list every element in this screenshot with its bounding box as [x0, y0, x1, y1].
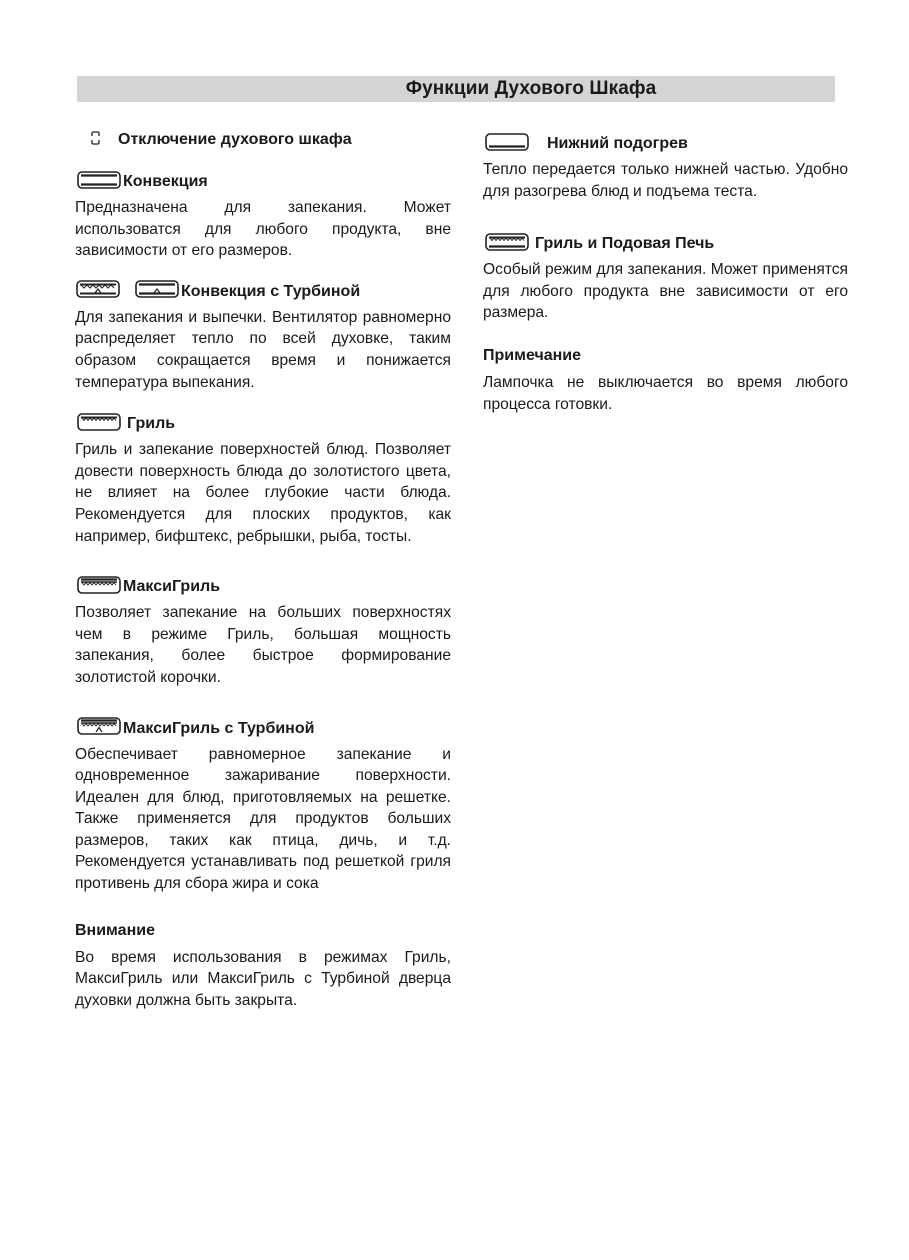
- section-grill-bottom-text: Особый режим для запекания. Может применятся для любого продукта вне зависимости от его размера.: [483, 261, 848, 322]
- left-column: [75, 128, 451, 1011]
- section-maxigrill: [75, 575, 451, 688]
- section-convection-turbo-title: Конвекция с Турбиной: [181, 282, 361, 300]
- section-convection-turbo-text: Для запекания и выпечки. Вентилятор равномерно распределяет тепло по всей духовке, таким образом сокращается время и понижается температура выпекания.: [75, 308, 451, 391]
- section-maxigrill-title: МаксиГриль: [123, 578, 221, 596]
- maxigrill-icon: [75, 575, 123, 600]
- section-maxigrill-turbo-title: МаксиГриль с Турбиной: [123, 719, 315, 737]
- section-off: [75, 128, 451, 152]
- section-maxigrill-turbo-text: Обеспечивает равномерное запекание и одновременное зажаривание поверхности. Идеален для блюд, приготовляемых на решетке. Также применяется для продуктов больших размеров, таких как птица, дичь, и т.д. Рекомендуется устанавливать под решеткой гриля противень для сбора жира и сока: [75, 745, 451, 893]
- section-grill-title: Гриль: [127, 415, 176, 433]
- page-title: Функции Духового Шкафа: [405, 78, 657, 99]
- section-convection-text: Предназначена для запекания. Может использоватся для любого продукта, вне зависимости от его размеров.: [75, 199, 451, 260]
- section-attention: [75, 919, 451, 1012]
- section-grill-heading: [75, 412, 451, 436]
- section-convection-title: Конвекция: [123, 173, 208, 190]
- section-convection-turbo-heading: [75, 280, 451, 304]
- section-bottom-heat-text: Тепло передается только нижней частью. Удобно для разогрева блюд и подъема теста.: [483, 161, 848, 200]
- fan-icon: [75, 279, 121, 304]
- section-convection-turbo: [75, 280, 451, 393]
- convection-icon: [75, 170, 123, 195]
- right-column: [483, 128, 848, 415]
- grill-icon: [75, 412, 123, 437]
- section-off-label: Отключение духового шкафа: [118, 131, 352, 148]
- section-grill-text: Гриль и запекание поверхностей блюд. Позволяет довести поверхность блюда до золотистого цвета, не влияет на более глубокие части блюда. Рекомендуется для плоских продуктов, как например, бифштекс, ребрышки, рыба, тосты.: [75, 441, 451, 545]
- section-grill: [75, 412, 451, 547]
- section-bottom-heat: [483, 132, 848, 202]
- section-attention-title: Внимание: [75, 921, 155, 939]
- section-grill-bottom-title: Гриль и Подовая Печь: [535, 235, 715, 253]
- section-attention-text: Во время использования в режимах Гриль, МаксиГриль или МаксиГриль с Турбиной дверца духовки должна быть закрыта.: [75, 948, 451, 1009]
- section-bottom-heat-heading: [483, 132, 848, 156]
- oven-off-icon: [91, 131, 100, 150]
- section-off-heading: [75, 128, 451, 152]
- bottom-heat-icon: [483, 132, 531, 157]
- section-bottom-heat-title: Нижний подогрев: [547, 135, 688, 152]
- maxigrill-fan-icon: [75, 716, 123, 741]
- section-maxigrill-text: Позволяет запекание на больших поверхностях чем в режиме Гриль, большая мощность запекания, более быстрое формирование золотистой корочки.: [75, 604, 451, 686]
- grill-bottom-icon: [483, 232, 531, 257]
- section-note-title: Примечание: [483, 346, 582, 364]
- section-maxigrill-turbo: [75, 717, 451, 895]
- section-convection: [75, 170, 451, 262]
- section-note: [483, 344, 848, 415]
- section-grill-bottom: [483, 232, 848, 324]
- section-maxigrill-heading: [75, 575, 451, 599]
- section-note-text: Лампочка не выключается во время любого процесса готовки.: [483, 373, 848, 413]
- section-convection-heading: [75, 170, 451, 194]
- section-maxigrill-turbo-heading: [75, 717, 451, 741]
- convection-fan-icon: [133, 279, 181, 304]
- section-grill-bottom-heading: [483, 232, 848, 256]
- page-header-bar: [77, 76, 835, 102]
